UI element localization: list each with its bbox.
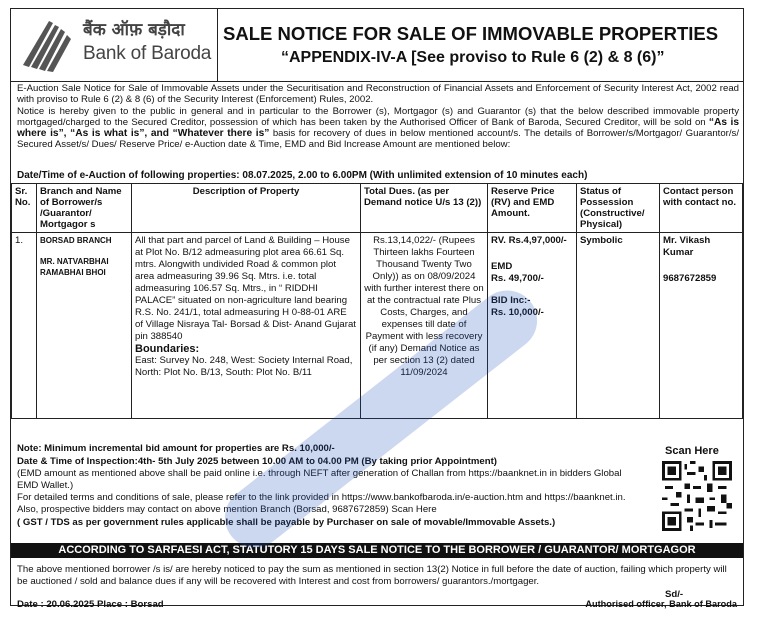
header-dues: Total Dues. (as per Demand notice U/s 13 (2)): [361, 184, 488, 233]
table-header-row: [12, 184, 743, 233]
header-contact: Contact person with contact no.: [660, 184, 743, 233]
intro-text: [17, 83, 739, 151]
sale-notice: [10, 8, 744, 610]
baroda-sun-icon: [19, 15, 77, 73]
contact-phone: 9687672859: [663, 273, 717, 284]
notice-subtitle: “APPENDIX-IV-A [See proviso to Rule 6 (2) & 8 (6)”: [281, 49, 665, 66]
min-bid-note: Note: Minimum incremental bid amount for properties are Rs. 10,000/-: [17, 443, 335, 454]
bank-logo: [19, 13, 215, 77]
cell-reserve: [488, 233, 577, 419]
header-status: Status of Possession (Constructive/ Physical): [577, 184, 660, 233]
boundaries-label: Boundaries:: [135, 343, 200, 355]
scan-here-label: Scan Here: [665, 445, 719, 457]
emd-label: EMD: [491, 261, 513, 272]
property-table: [11, 183, 743, 419]
notes: [17, 443, 639, 529]
cell-status: Symbolic: [577, 233, 660, 419]
header-divider: [217, 9, 218, 81]
cell-contact: [660, 233, 743, 419]
reserve-price: RV. Rs.4,97,000/-: [491, 235, 567, 246]
bank-name: Bank of Baroda: [83, 43, 212, 64]
sd-mark: Sd/-: [665, 589, 684, 600]
header-sr: Sr. No.: [12, 184, 37, 233]
boundaries-text: East: Survey No. 248, West: Society Internal Road, North: Plot No. B/13, South: Plot No. B/11: [135, 355, 353, 378]
cell-description: [132, 233, 361, 419]
header-reserve: Reserve Price (RV) and EMD Amount.: [488, 184, 577, 233]
cell-sr: 1.: [12, 233, 37, 419]
cell-branch: [37, 233, 132, 419]
branch-name: BORSAD BRANCH: [40, 236, 112, 245]
intro-para-2-bold: “As is where is”, “As is what is”, and “Whatever there is”: [17, 116, 739, 140]
qr-code-icon[interactable]: [657, 461, 737, 531]
notice-title: SALE NOTICE FOR SALE OF IMMOVABLE PROPERTIES: [223, 23, 719, 44]
date-place: Date : 20.06.2025 Place : Borsad: [17, 599, 164, 610]
inspection-note: Date & Time of Inspection:4th- 5th July 2025 between 10.00 AM to 04.00 PM (By taking prior Appointment): [17, 455, 497, 467]
emd-note: (EMD amount as mentioned above shall be paid online i.e. through NEFT after generation of Challan from https://baanknet.in in bidders Global EMD Wallet.): [17, 468, 622, 491]
header-description: Description of Property: [132, 184, 361, 233]
table-row: [12, 233, 743, 419]
intro-para-2-c: basis for recovery of dues in below mentioned account/s. The details of Borrower/s/Mortgagor/ Guarantor/s/ Secured Asset/s/ Dues/ Reserve Price/ e-Auction date & Time, EMD and Bid Increase Amount are mentioned below:: [17, 128, 739, 151]
bid-increment-amount: Rs. 10,000/-: [491, 307, 544, 318]
auction-date-line: Date/Time of e-Auction of following properties: 08.07.2025, 2.00 to 6.00PM (With unlimited extension of 10 minutes each): [17, 170, 588, 181]
statutory-notice-banner: ACCORDING TO SARFAESI ACT, STATUTORY 15 DAYS SALE NOTICE TO THE BORROWER / GUARANTOR/ MORTGAGOR: [11, 543, 743, 558]
gst-note: ( GST / TDS as per government rules applicable shall be payable by Purchaser on sale of movable/Immovable Assets.): [17, 516, 556, 528]
bid-increment-label: BID Inc:-: [491, 295, 531, 306]
terms-note: For detailed terms and conditions of sale, please refer to the link provided in https://www.bankofbaroda.in/e-auction.htm and https://baanknet.in. Also, prospective bidders may contact on above mention Branch (Borsad, 9687672859) Scan Here: [17, 492, 626, 515]
emd-amount: Rs. 49,700/-: [491, 273, 544, 284]
property-description: All that part and parcel of Land & Building – House at Plot No. B/12 admeasuring plot area 66.61 Sq. mtrs. Alongwith undivided Road & common plot area admeasuring 39.96 Sq. Mtrs. i.e. total admeasuring 106.57 Sq. Mtrs., in “ RIDDHI PALACE” situated on non-agriculture land bearing R.S. No. 241/1, total admeasuring H 0-88-01 ARE of Village Nisraya Tal- Borsad & Dist- Anand Gujarat pin 388540: [135, 235, 356, 342]
contact-name: Mr. Vikash Kumar: [663, 235, 711, 258]
intro-para-1: E-Auction Sale Notice for Sale of Immovable Assets under the Securitisation and Reconstruction of Financial Assets and Enforcement of Security Interest Act, 2002 read with proviso to Rule 6 (2) & 8 (6) of the Security Interest (Enforcement) Rules, 2002.: [17, 83, 739, 106]
intro-para-2: [17, 106, 739, 151]
footer-text: The above mentioned borrower /s is/ are hereby noticed to pay the sum as mentioned in section 13(2) Notice in full before the date of auction, failing which property will be auctioned / sold and balance dues if any will be recovered with Interest and cost from borrowers/ guarantors./mortgager.: [17, 564, 727, 587]
borrower-name: MR. NATVARBHAI RAMABHAI BHOI: [40, 257, 109, 277]
cell-dues: Rs.13,14,022/- (Rupees Thirteen lakhs Fourteen Thousand Twenty Two Only)) as on 08/09/2024 with further interest there on at the contractual rate Plus Costs, Charges, and expenses till date of Payment with less recovery (if any) Demand Notice as per section 13 (2) dated 11/09/2024: [361, 233, 488, 419]
header-branch: Branch and Name of Borrower/s /Guarantor/ Mortgagor s: [37, 184, 132, 233]
intro-para-2-a: Notice is hereby given to the public in general and in particular to the Borrower (s), Mortgagor (s) and Guarantor (s) that the below described immovable property mortgaged/charged to the Secured Creditor, possession of which has been taken by the Authorised Officer of Bank of Baroda, Secured Creditor, will be sold on: [17, 105, 739, 128]
notice-header: [11, 9, 743, 82]
authorised-signatory: Authorised officer, Bank of Baroda: [585, 599, 737, 609]
bank-name-hindi: बैंक ऑफ़ बड़ौदा: [83, 20, 185, 40]
